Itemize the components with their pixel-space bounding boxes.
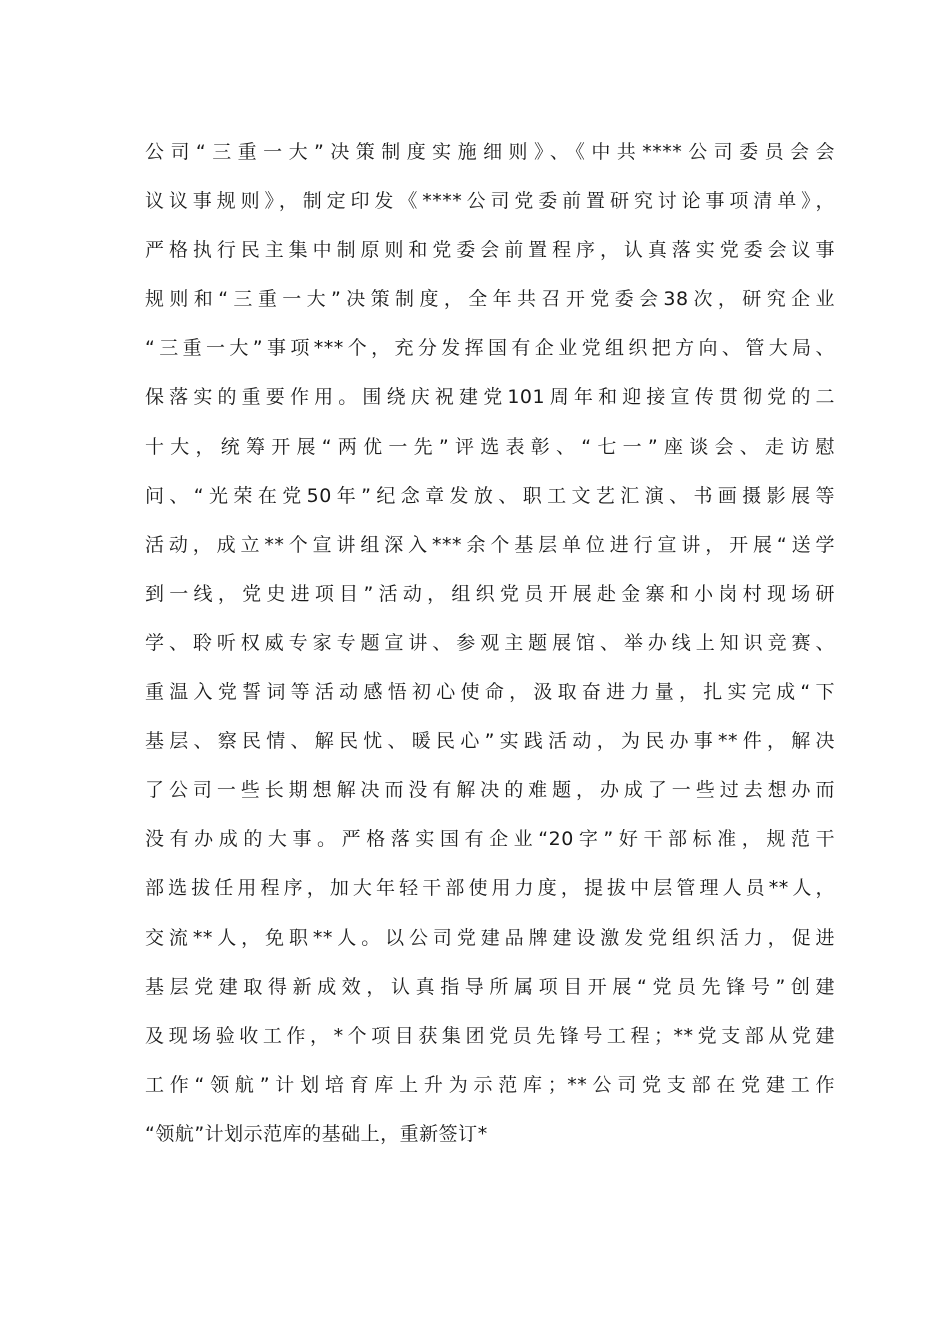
- text-line: 十大，统筹开展“两优一先”评选表彰、“七一”座谈会、走访慰: [145, 435, 835, 458]
- body-paragraph: [145, 132, 835, 1163]
- text-line: 公司“三重一大”决策制度实施细则》、《中共****公司委员会会: [145, 141, 835, 163]
- text-line: “领航”计划示范库的基础上，重新签订*: [145, 1122, 488, 1145]
- text-line: 保落实的重要作用。围绕庆祝建党101周年和迎接宣传贯彻党的二: [145, 386, 835, 409]
- text-line: 严格执行民主集中制原则和党委会前置程序，认真落实党委会议事: [145, 239, 835, 262]
- text-line: 问、“光荣在党50年”纪念章发放、职工文艺汇演、书画摄影展等: [145, 484, 835, 507]
- text-line: 重温入党誓词等活动感悟初心使命，汲取奋进力量，扎实完成“下: [145, 681, 835, 704]
- text-line: 活动，成立**个宣讲组深入***余个基层单位进行宣讲，开展“送学: [145, 533, 835, 556]
- text-line: 学、聆听权威专家专题宣讲、参观主题展馆、举办线上知识竞赛、: [145, 631, 835, 654]
- text-line: 交流**人，免职**人。以公司党建品牌建设激发党组织活力，促进: [145, 926, 835, 949]
- text-line: 基层党建取得新成效，认真指导所属项目开展“党员先锋号”创建: [145, 975, 835, 998]
- text-line: 部选拔任用程序，加大年轻干部使用力度，提拔中层管理人员**人，: [145, 877, 835, 900]
- text-line: 没有办成的大事。严格落实国有企业“20字”好干部标准，规范干: [145, 828, 835, 851]
- text-line: 基层、察民情、解民忧、暖民心”实践活动，为民办事**件，解决: [145, 730, 835, 753]
- text-line: 议议事规则》，制定印发《****公司党委前置研究讨论事项清单》，: [145, 190, 835, 213]
- text-line: 规则和“三重一大”决策制度，全年共召开党委会38次，研究企业: [145, 288, 835, 311]
- text-line: 了公司一些长期想解决而没有解决的难题，办成了一些过去想办而: [145, 779, 835, 802]
- text-line: “三重一大”事项***个，充分发挥国有企业党组织把方向、管大局、: [145, 337, 835, 360]
- text-line: 到一线，党史进项目”活动，组织党员开展赴金寨和小岗村现场研: [145, 582, 835, 605]
- text-line: 及现场验收工作，*个项目获集团党员先锋号工程；**党支部从党建: [145, 1024, 835, 1047]
- text-line: 工作“领航”计划培育库上升为示范库；**公司党支部在党建工作: [145, 1073, 835, 1096]
